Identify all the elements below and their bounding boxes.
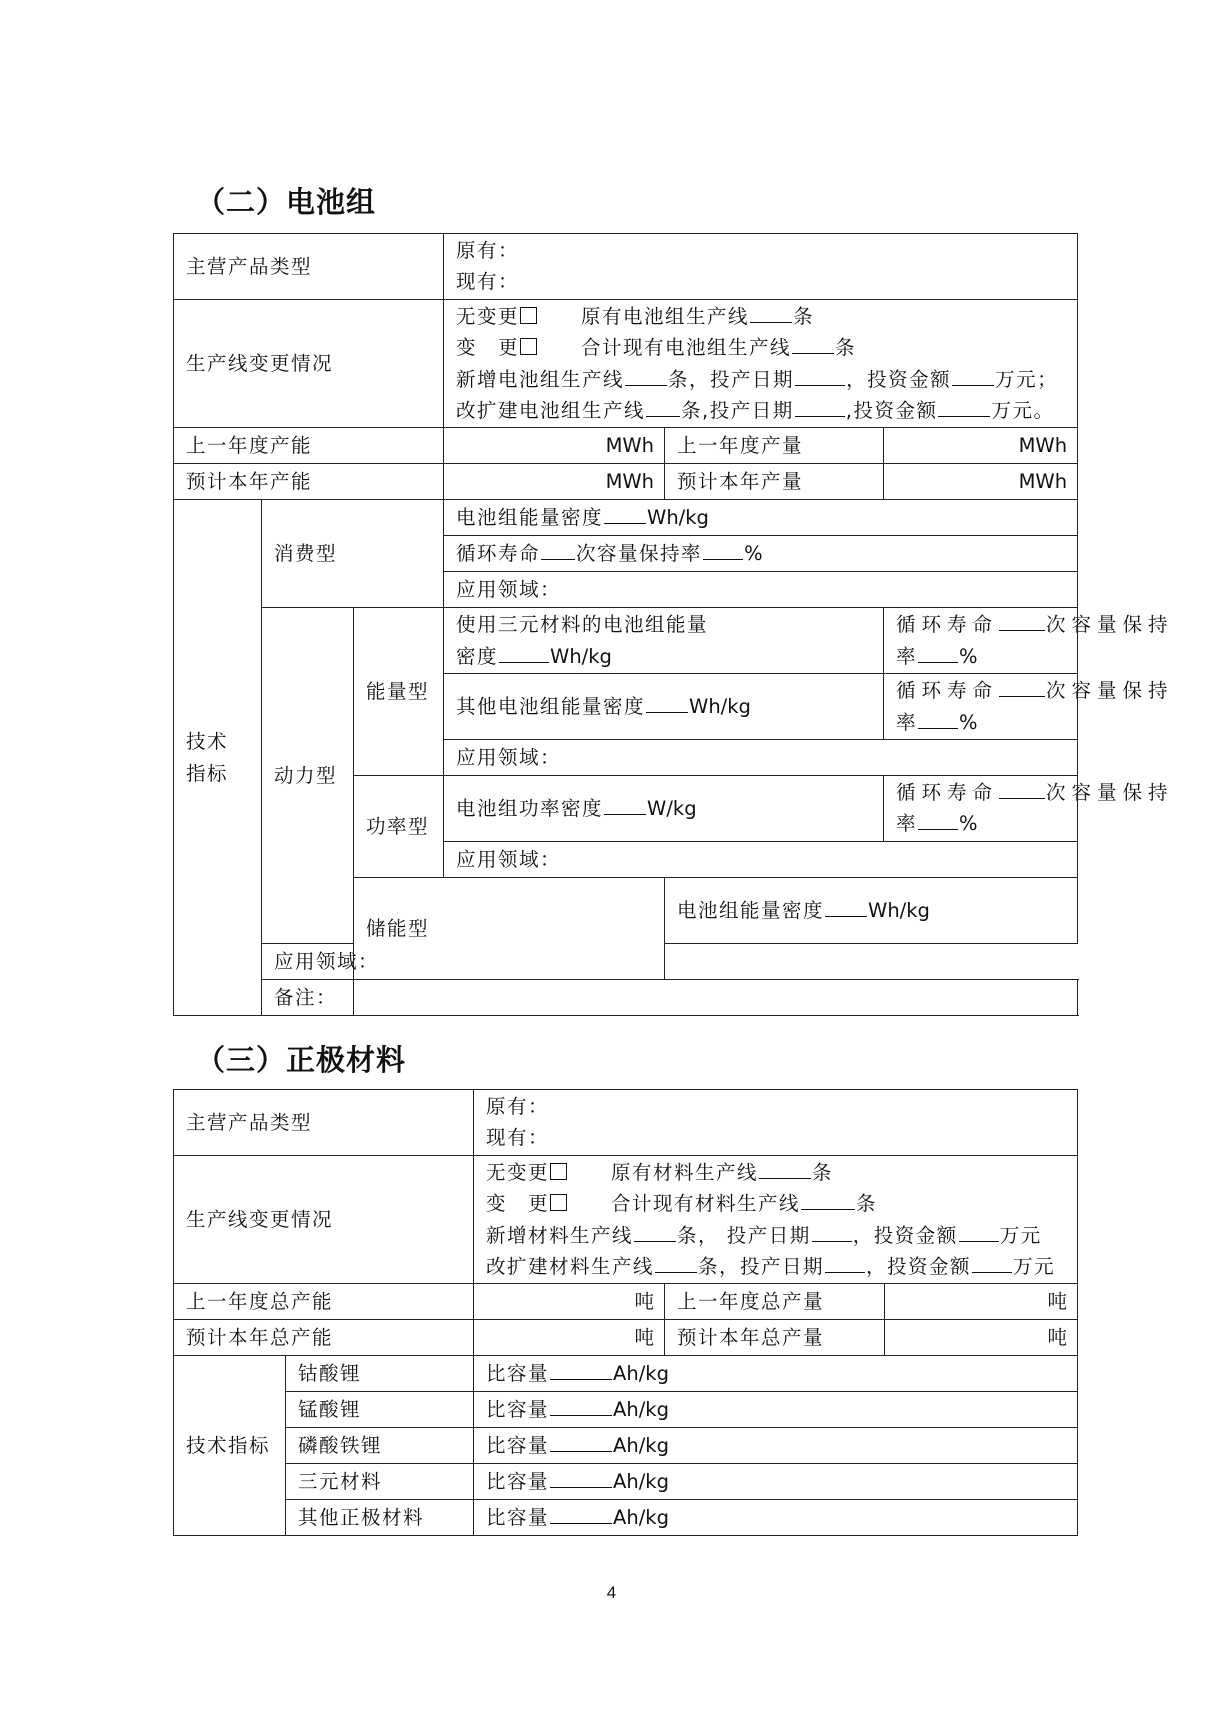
remarks-field[interactable]	[354, 979, 1078, 1015]
unit-label: Ah/kg	[613, 1362, 669, 1386]
total-lines-blank[interactable]	[801, 1189, 855, 1210]
est-capacity-field[interactable]	[474, 1320, 665, 1356]
expand-invest-blank[interactable]	[938, 396, 990, 417]
consumer-app-field[interactable]: 应用领域：	[444, 572, 1078, 608]
energy-density-label: 电池组能量密度	[677, 898, 825, 922]
new-date-blank[interactable]	[812, 1221, 852, 1242]
unit-label: 万元	[999, 1223, 1042, 1247]
table-row	[174, 979, 1078, 1015]
tech-indicator-line1: 技术	[186, 730, 229, 754]
unit-label: %	[959, 710, 978, 734]
consumer-cycle-life-field[interactable]	[444, 536, 1078, 572]
unit-label: 吨	[1047, 1326, 1068, 1350]
new-invest-blank[interactable]	[952, 365, 994, 386]
specific-capacity-field[interactable]	[474, 1464, 1078, 1500]
unit-label: 吨	[634, 1290, 655, 1314]
specific-capacity-label: 比容量	[486, 1362, 550, 1386]
last-year-output-label: 上一年度总产量	[665, 1284, 885, 1320]
specific-capacity-blank[interactable]	[550, 1395, 612, 1416]
material-label-ternary: 三元材料	[286, 1464, 474, 1500]
line-change-label: 生产线变更情况	[174, 299, 444, 428]
unit-label: MWh	[605, 470, 655, 494]
unit-label: MWh	[605, 434, 655, 458]
power-app-field[interactable]: 应用领域：	[444, 841, 1078, 877]
expand-lines-blank[interactable]	[655, 1252, 697, 1273]
change-checkbox[interactable]	[550, 1194, 567, 1211]
invest-label: ,投资金额	[845, 399, 938, 423]
tech-indicator-label: 技术指标	[174, 1356, 286, 1536]
specific-capacity-label: 比容量	[486, 1470, 550, 1494]
est-output-field[interactable]	[885, 1320, 1078, 1356]
last-year-capacity-label: 上一年度产能	[174, 428, 444, 464]
change-checkbox[interactable]	[520, 338, 537, 355]
material-label-lfp: 磷酸铁锂	[286, 1428, 474, 1464]
est-capacity-field[interactable]	[444, 464, 665, 500]
energy-density-label: 电池组能量密度	[456, 506, 604, 530]
unit-label: 条	[856, 1192, 878, 1216]
change-label: 变 更	[486, 1192, 550, 1216]
material-label-other: 其他正极材料	[286, 1500, 474, 1536]
energy-cycle-life-field-1[interactable]	[884, 608, 1174, 674]
unit-label: 条	[793, 304, 815, 328]
original-label: 原有：	[486, 1095, 550, 1118]
new-lines-blank[interactable]	[625, 365, 667, 386]
table-row	[174, 1155, 1078, 1284]
original-label: 原有：	[456, 239, 520, 262]
capacity-retention-blank[interactable]	[918, 809, 958, 830]
unit-label: 万元。	[991, 399, 1055, 423]
storage-energy-density-field[interactable]	[665, 877, 1078, 943]
power-cycle-life-field[interactable]	[884, 776, 1174, 842]
specific-capacity-field[interactable]	[474, 1428, 1078, 1464]
new-lines-label: 新增材料生产线	[486, 1223, 634, 1247]
est-capacity-label: 预计本年产能	[174, 464, 444, 500]
unit-label: Wh/kg	[550, 644, 612, 668]
new-lines-blank[interactable]	[634, 1221, 676, 1242]
battery-pack-form-table	[173, 233, 1174, 1016]
main-product-type-field[interactable]	[444, 234, 1078, 300]
table-row	[174, 1320, 1078, 1356]
ternary-energy-density-field[interactable]	[444, 608, 884, 674]
cycle-life-label: 循环寿命	[896, 679, 999, 703]
energy-density-blank[interactable]	[604, 503, 646, 524]
table-row	[174, 1464, 1078, 1500]
est-output-label: 预计本年产量	[665, 464, 884, 500]
unit-label: Wh/kg	[647, 506, 709, 530]
last-year-capacity-field[interactable]	[474, 1284, 665, 1320]
main-product-type-label: 主营产品类型	[174, 234, 444, 300]
energy-density-blank[interactable]	[825, 896, 867, 917]
material-label-lco: 钴酸锂	[286, 1356, 474, 1392]
unit-label: Wh/kg	[689, 695, 751, 719]
power-type-label: 动力型	[262, 608, 354, 943]
expand-lines-label: 改扩建电池组生产线	[456, 399, 646, 423]
unit-label: MWh	[1018, 470, 1068, 494]
no-change-checkbox[interactable]	[550, 1163, 567, 1180]
specific-capacity-label: 比容量	[486, 1434, 550, 1458]
date-label: 条，投产日期	[668, 367, 795, 391]
capacity-retention-label: 次容量保持率	[576, 542, 703, 566]
est-output-field[interactable]	[884, 464, 1078, 500]
table-row	[174, 1356, 1078, 1392]
orig-lines-blank[interactable]	[759, 1158, 811, 1179]
specific-capacity-blank[interactable]	[550, 1431, 612, 1452]
no-change-label: 无变更	[456, 304, 520, 328]
specific-capacity-field[interactable]	[474, 1392, 1078, 1428]
line-change-label: 生产线变更情况	[174, 1155, 474, 1284]
line-change-field[interactable]	[444, 299, 1078, 428]
expand-lines-blank[interactable]	[646, 396, 680, 417]
unit-label: Wh/kg	[868, 898, 930, 922]
table-row	[174, 1428, 1078, 1464]
last-year-capacity-field[interactable]	[444, 428, 665, 464]
expand-invest-blank[interactable]	[972, 1252, 1012, 1273]
energy-type-label: 能量型	[354, 608, 444, 776]
unit-label: 万元	[1013, 1255, 1056, 1279]
total-lines-blank[interactable]	[792, 333, 834, 354]
specific-capacity-field[interactable]	[474, 1356, 1078, 1392]
unit-label: Ah/kg	[613, 1434, 669, 1458]
table-row	[174, 464, 1078, 500]
cycle-life-blank[interactable]	[999, 610, 1045, 631]
unit-label: W/kg	[647, 796, 697, 820]
table-row	[174, 1500, 1078, 1536]
unit-label: 吨	[634, 1326, 655, 1350]
expand-date-blank[interactable]	[825, 1252, 865, 1273]
total-lines-label: 合计现有材料生产线	[611, 1192, 801, 1216]
other-density-label: 其他电池组能量密度	[456, 695, 646, 719]
new-date-blank[interactable]	[795, 365, 845, 386]
unit-label: Ah/kg	[613, 1506, 669, 1530]
expand-date-blank[interactable]	[795, 396, 845, 417]
table-row	[174, 500, 1078, 536]
table-row	[174, 1284, 1078, 1320]
power-density-blank[interactable]	[604, 794, 646, 815]
no-change-checkbox[interactable]	[520, 307, 537, 324]
capacity-retention-blank[interactable]	[703, 539, 743, 560]
capacity-retention-label: 次容量保持	[1046, 613, 1174, 637]
cycle-life-label: 循环寿命	[456, 542, 541, 566]
current-label: 现有：	[486, 1126, 550, 1150]
power-density-field[interactable]	[444, 776, 884, 842]
table-row	[174, 943, 1078, 979]
power-density-label: 电池组功率密度	[456, 796, 604, 820]
total-lines-label: 合计现有电池组生产线	[581, 336, 792, 360]
date-label: 投产日期	[726, 1223, 811, 1247]
section-heading-cathode-material: （三）正极材料	[196, 1043, 407, 1077]
main-product-type-field[interactable]	[474, 1090, 1078, 1156]
cathode-material-form-table	[173, 1089, 1078, 1536]
cycle-life-blank[interactable]	[541, 539, 575, 560]
capacity-retention-blank[interactable]	[918, 708, 958, 729]
tech-indicator-line2: 指标	[186, 761, 229, 785]
table-row	[174, 608, 1078, 674]
rate-label: 率	[896, 812, 918, 836]
orig-lines-label: 原有电池组生产线	[581, 304, 750, 328]
specific-capacity-label: 比容量	[486, 1506, 550, 1530]
power-rate-type-label: 功率型	[354, 776, 444, 878]
unit-label: %	[959, 812, 978, 836]
specific-capacity-blank[interactable]	[550, 1503, 612, 1524]
capacity-retention-blank[interactable]	[918, 642, 958, 663]
rate-label: 率	[896, 644, 918, 668]
date-label: 条，	[677, 1223, 720, 1247]
energy-cycle-life-field-2[interactable]	[884, 674, 1174, 740]
density-label: 密度	[456, 644, 499, 668]
unit-label: 万元；	[995, 367, 1059, 391]
cycle-life-blank[interactable]	[999, 778, 1045, 799]
new-invest-blank[interactable]	[959, 1221, 999, 1242]
line-change-field[interactable]	[474, 1155, 1078, 1284]
date-label: 条,投产日期	[681, 399, 794, 423]
rate-label: 率	[896, 710, 918, 734]
cycle-life-label: 循环寿命	[896, 613, 999, 637]
material-label-lmo: 锰酸锂	[286, 1392, 474, 1428]
last-year-capacity-label: 上一年度总产能	[174, 1284, 474, 1320]
main-product-type-label: 主营产品类型	[174, 1090, 474, 1156]
date-label: 条，投产日期	[698, 1255, 825, 1279]
unit-label: %	[744, 542, 763, 566]
unit-label: Ah/kg	[613, 1398, 669, 1422]
remarks-label: 备注：	[262, 979, 354, 1015]
consumer-energy-density-field[interactable]	[444, 500, 1078, 536]
est-output-label: 预计本年总产量	[665, 1320, 885, 1356]
est-capacity-label: 预计本年总产能	[174, 1320, 474, 1356]
cycle-life-label: 循环寿命	[896, 781, 999, 805]
unit-label: 条	[835, 336, 857, 360]
energy-app-field[interactable]: 应用领域：	[444, 740, 1078, 776]
page-number: 4	[606, 1583, 617, 1602]
invest-label: ，投资金额	[846, 367, 952, 391]
storage-type-label: 储能型	[354, 877, 665, 979]
other-energy-density-field[interactable]	[444, 674, 884, 740]
other-density-blank[interactable]	[646, 692, 688, 713]
table-row	[174, 428, 1078, 464]
new-lines-label: 新增电池组生产线	[456, 367, 625, 391]
expand-lines-label: 改扩建材料生产线	[486, 1255, 655, 1279]
specific-capacity-blank[interactable]	[550, 1359, 612, 1380]
section-heading-battery-pack: （二）电池组	[196, 185, 377, 219]
cycle-life-blank[interactable]	[999, 676, 1045, 697]
ternary-density-label: 使用三元材料的电池组能量	[456, 613, 709, 637]
orig-lines-label: 原有材料生产线	[611, 1160, 759, 1184]
specific-capacity-field[interactable]	[474, 1500, 1078, 1536]
unit-label: 条	[812, 1160, 834, 1184]
capacity-retention-label: 次容量保持	[1046, 781, 1174, 805]
capacity-retention-label: 次容量保持	[1046, 679, 1174, 703]
specific-capacity-label: 比容量	[486, 1398, 550, 1422]
no-change-label: 无变更	[486, 1160, 550, 1184]
tech-indicator-label	[174, 500, 262, 1015]
last-year-output-field[interactable]	[884, 428, 1078, 464]
table-row	[174, 1392, 1078, 1428]
change-label: 变 更	[456, 336, 520, 360]
orig-lines-blank[interactable]	[750, 302, 792, 323]
unit-label: 吨	[1047, 1290, 1068, 1314]
specific-capacity-blank[interactable]	[550, 1467, 612, 1488]
invest-label: ，投资金额	[852, 1223, 958, 1247]
last-year-output-field[interactable]	[885, 1284, 1078, 1320]
unit-label: Ah/kg	[613, 1470, 669, 1494]
unit-label: MWh	[1018, 434, 1068, 458]
invest-label: ，投资金额	[866, 1255, 972, 1279]
table-row	[174, 234, 1078, 300]
current-label: 现有：	[456, 270, 520, 294]
consumer-type-label: 消费型	[262, 500, 444, 608]
table-row	[174, 299, 1078, 428]
table-row	[174, 1090, 1078, 1156]
unit-label: %	[959, 644, 978, 668]
last-year-output-label: 上一年度产量	[665, 428, 884, 464]
ternary-density-blank[interactable]	[499, 642, 549, 663]
storage-app-field[interactable]: 应用领域：	[262, 943, 665, 979]
